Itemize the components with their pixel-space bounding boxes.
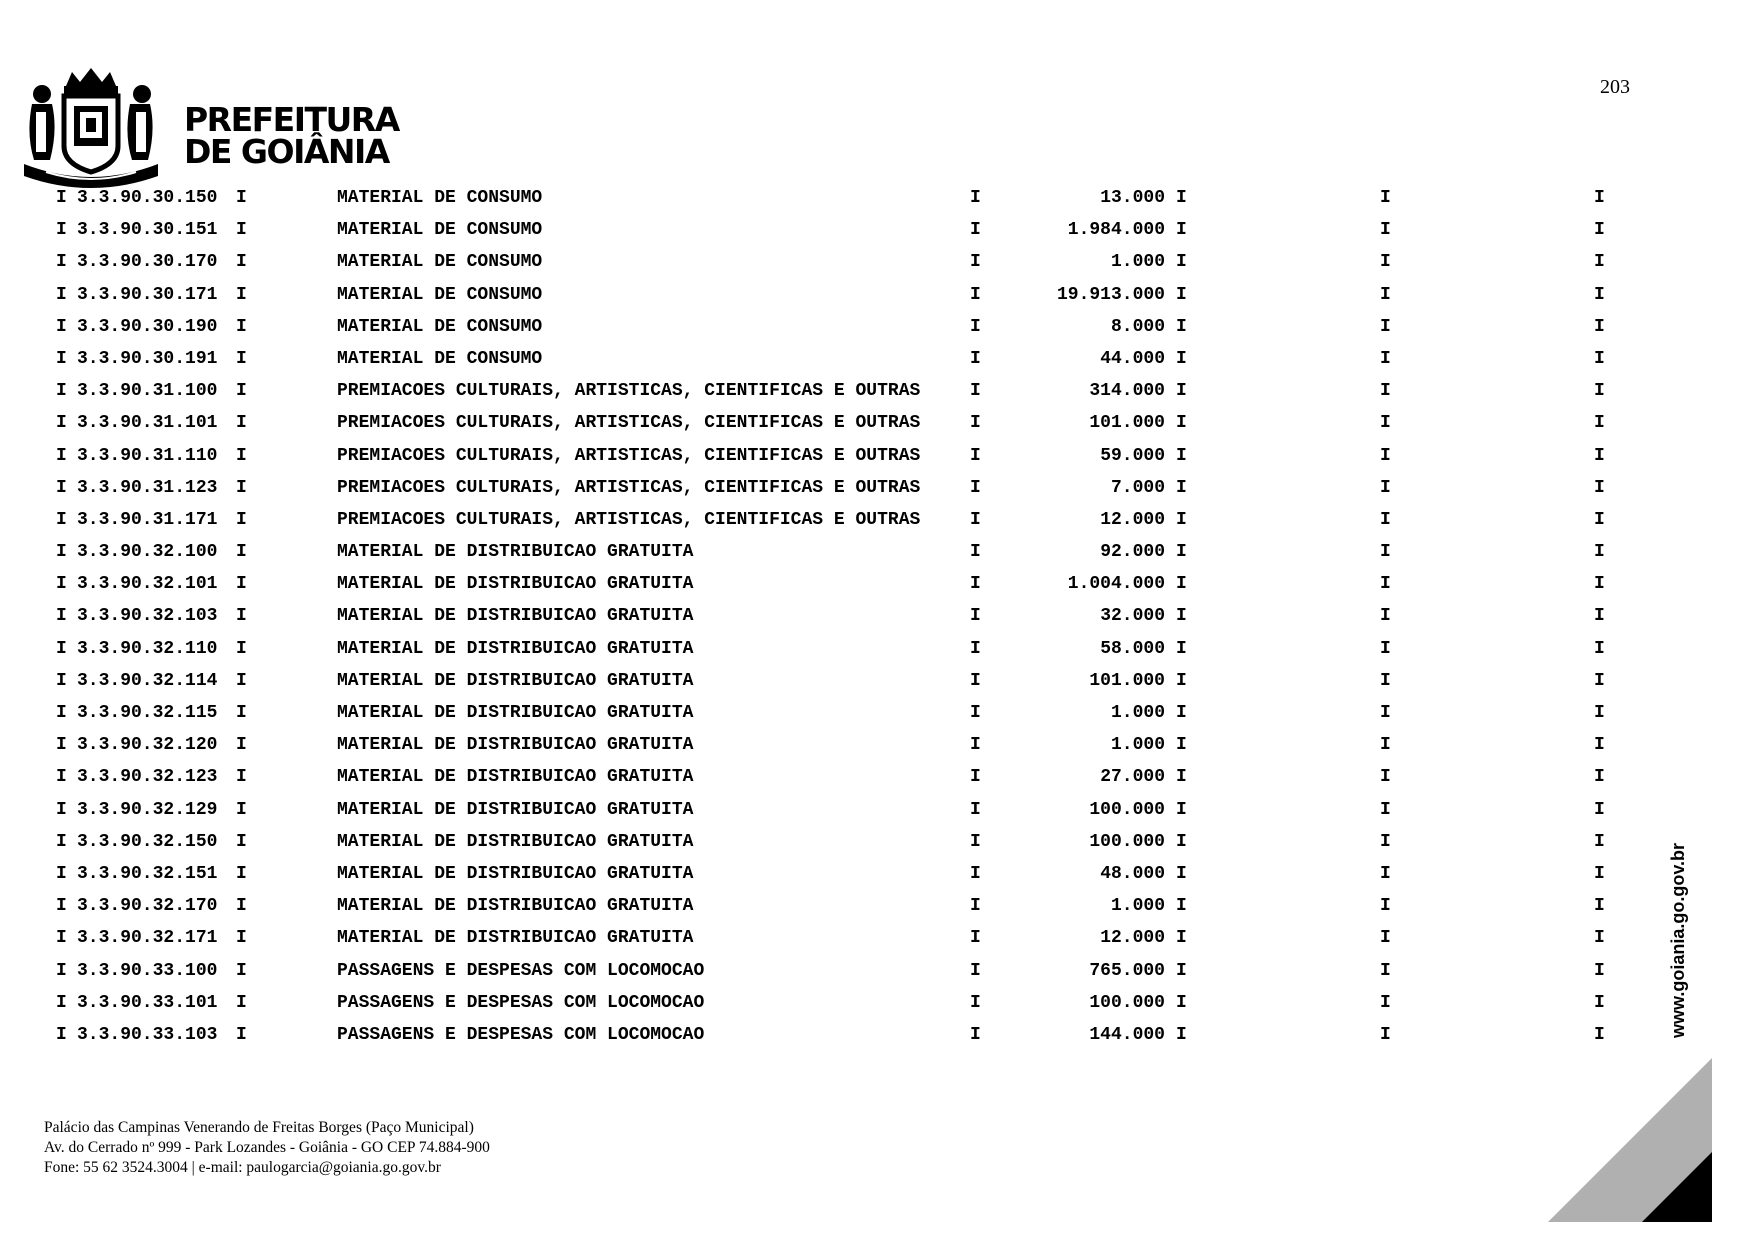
account-code: 3.3.90.30.190 bbox=[77, 316, 218, 337]
row-separator: I bbox=[236, 1024, 247, 1045]
row-separator: I bbox=[1380, 1024, 1391, 1045]
account-code: 3.3.90.31.171 bbox=[77, 509, 218, 530]
row-separator: I bbox=[970, 863, 981, 884]
row-separator: I bbox=[1176, 896, 1187, 917]
row-separator: I bbox=[1594, 1024, 1605, 1045]
row-separator: I bbox=[1176, 928, 1187, 949]
row-separator: I bbox=[1594, 252, 1605, 273]
expense-description: MATERIAL DE CONSUMO bbox=[337, 188, 543, 208]
table-row bbox=[0, 439, 1754, 471]
row-separator: I bbox=[1380, 928, 1391, 949]
row-separator: I bbox=[1176, 703, 1187, 723]
expense-description: PASSAGENS E DESPESAS COM LOCOMOCAO bbox=[337, 992, 705, 1013]
budget-amount: 44.000 bbox=[1100, 348, 1165, 369]
row-separator: I bbox=[1176, 220, 1187, 241]
budget-amount: 144.000 bbox=[1089, 1024, 1165, 1045]
table-row bbox=[0, 535, 1754, 567]
row-separator: I bbox=[236, 477, 247, 498]
row-separator: I bbox=[236, 831, 247, 852]
row-separator: I bbox=[1176, 638, 1187, 659]
row-separator: I bbox=[1594, 381, 1605, 402]
row-separator: I bbox=[970, 284, 981, 305]
budget-amount: 32.000 bbox=[1100, 606, 1165, 627]
row-separator: I bbox=[236, 413, 247, 434]
account-code: 3.3.90.32.110 bbox=[77, 638, 218, 659]
row-separator: I bbox=[1380, 735, 1391, 756]
table-row bbox=[0, 632, 1754, 664]
footer-address-line-1: Palácio das Campinas Venerando de Freitas Borges (Paço Municipal) bbox=[44, 1119, 474, 1136]
table-row bbox=[0, 342, 1754, 374]
row-separator: I bbox=[56, 831, 67, 852]
row-separator: I bbox=[1594, 863, 1605, 884]
row-separator: I bbox=[1594, 509, 1605, 530]
row-separator: I bbox=[970, 413, 981, 434]
row-separator: I bbox=[236, 348, 247, 369]
budget-amount: 92.000 bbox=[1100, 542, 1165, 563]
account-code: 3.3.90.32.123 bbox=[77, 767, 218, 788]
row-separator: I bbox=[1176, 799, 1187, 820]
row-separator: I bbox=[236, 284, 247, 305]
row-separator: I bbox=[1176, 606, 1187, 627]
row-separator: I bbox=[970, 670, 981, 691]
row-separator: I bbox=[236, 574, 247, 595]
budget-amount: 27.000 bbox=[1100, 767, 1165, 788]
row-separator: I bbox=[56, 445, 67, 466]
table-row bbox=[0, 760, 1754, 792]
row-separator: I bbox=[1176, 542, 1187, 563]
row-separator: I bbox=[1380, 284, 1391, 305]
expense-description: MATERIAL DE DISTRIBUICAO GRATUITA bbox=[337, 831, 694, 852]
account-code: 3.3.90.32.171 bbox=[77, 928, 218, 949]
row-separator: I bbox=[970, 252, 981, 273]
row-separator: I bbox=[1176, 348, 1187, 369]
row-separator: I bbox=[236, 735, 247, 756]
account-code: 3.3.90.32.120 bbox=[77, 735, 218, 756]
table-row bbox=[0, 728, 1754, 760]
table-row bbox=[0, 921, 1754, 953]
row-separator: I bbox=[236, 863, 247, 884]
row-separator: I bbox=[56, 960, 67, 981]
account-code: 3.3.90.32.170 bbox=[77, 896, 218, 917]
expense-description: PREMIACOES CULTURAIS, ARTISTICAS, CIENTIFICAS E OUTRAS bbox=[337, 445, 921, 466]
row-separator: I bbox=[970, 703, 981, 723]
row-separator: I bbox=[1176, 445, 1187, 466]
expense-description: MATERIAL DE CONSUMO bbox=[337, 220, 543, 241]
row-separator: I bbox=[1176, 413, 1187, 434]
table-row bbox=[0, 278, 1754, 310]
prefeitura-logo-wordmark bbox=[184, 100, 399, 171]
row-separator: I bbox=[1594, 542, 1605, 563]
account-code: 3.3.90.31.110 bbox=[77, 445, 218, 466]
account-code: 3.3.90.31.100 bbox=[77, 381, 218, 402]
row-separator: I bbox=[1380, 348, 1391, 369]
budget-amount: 101.000 bbox=[1089, 670, 1165, 691]
row-separator: I bbox=[1594, 284, 1605, 305]
row-separator: I bbox=[1594, 992, 1605, 1013]
row-separator: I bbox=[1594, 735, 1605, 756]
row-separator: I bbox=[1594, 638, 1605, 659]
row-separator: I bbox=[236, 509, 247, 530]
row-separator: I bbox=[56, 574, 67, 595]
expense-description: PREMIACOES CULTURAIS, ARTISTICAS, CIENTIFICAS E OUTRAS bbox=[337, 381, 921, 402]
row-separator: I bbox=[56, 638, 67, 659]
row-separator: I bbox=[1594, 703, 1605, 723]
expense-description: MATERIAL DE CONSUMO bbox=[337, 316, 543, 337]
account-code: 3.3.90.30.170 bbox=[77, 252, 218, 273]
row-separator: I bbox=[1176, 477, 1187, 498]
account-code: 3.3.90.33.100 bbox=[77, 960, 218, 981]
row-separator: I bbox=[1176, 284, 1187, 305]
budget-amount: 101.000 bbox=[1089, 413, 1165, 434]
row-separator: I bbox=[236, 606, 247, 627]
row-separator: I bbox=[1594, 316, 1605, 337]
website-url-vertical: www.goiania.go.gov.br bbox=[1668, 842, 1688, 1038]
row-separator: I bbox=[1380, 703, 1391, 723]
row-separator: I bbox=[970, 896, 981, 917]
expense-description: PREMIACOES CULTURAIS, ARTISTICAS, CIENTIFICAS E OUTRAS bbox=[337, 509, 921, 530]
row-separator: I bbox=[1594, 188, 1605, 208]
row-separator: I bbox=[236, 638, 247, 659]
budget-amount: 100.000 bbox=[1089, 799, 1165, 820]
row-separator: I bbox=[1380, 606, 1391, 627]
page-footer bbox=[44, 1118, 490, 1178]
row-separator: I bbox=[970, 735, 981, 756]
row-separator: I bbox=[1380, 413, 1391, 434]
row-separator: I bbox=[1594, 606, 1605, 627]
budget-amount: 1.000 bbox=[1110, 703, 1165, 723]
row-separator: I bbox=[56, 348, 67, 369]
row-separator: I bbox=[236, 381, 247, 402]
row-separator: I bbox=[1380, 638, 1391, 659]
expense-description: PREMIACOES CULTURAIS, ARTISTICAS, CIENTIFICAS E OUTRAS bbox=[337, 477, 921, 498]
row-separator: I bbox=[1594, 767, 1605, 788]
account-code: 3.3.90.32.101 bbox=[77, 574, 218, 595]
account-code: 3.3.90.32.100 bbox=[77, 542, 218, 563]
row-separator: I bbox=[970, 381, 981, 402]
table-row bbox=[0, 245, 1754, 277]
row-separator: I bbox=[970, 445, 981, 466]
row-separator: I bbox=[56, 542, 67, 563]
budget-amount: 100.000 bbox=[1089, 831, 1165, 852]
account-code: 3.3.90.33.101 bbox=[77, 992, 218, 1013]
row-separator: I bbox=[1380, 477, 1391, 498]
corner-decoration-icon bbox=[1548, 1058, 1712, 1222]
row-separator: I bbox=[1594, 574, 1605, 595]
row-separator: I bbox=[236, 670, 247, 691]
row-separator: I bbox=[56, 896, 67, 917]
row-separator: I bbox=[56, 413, 67, 434]
budget-ledger-table bbox=[0, 181, 1754, 1050]
table-row bbox=[0, 503, 1754, 535]
row-separator: I bbox=[236, 220, 247, 241]
row-separator: I bbox=[1380, 799, 1391, 820]
expense-description: MATERIAL DE DISTRIBUICAO GRATUITA bbox=[337, 799, 694, 820]
row-separator: I bbox=[1594, 220, 1605, 241]
budget-amount: 1.000 bbox=[1110, 735, 1165, 756]
expense-description: MATERIAL DE DISTRIBUICAO GRATUITA bbox=[337, 735, 694, 756]
row-separator: I bbox=[1594, 896, 1605, 917]
row-separator: I bbox=[1176, 316, 1187, 337]
row-separator: I bbox=[56, 767, 67, 788]
table-row bbox=[0, 696, 1754, 728]
expense-description: MATERIAL DE DISTRIBUICAO GRATUITA bbox=[337, 703, 694, 723]
row-separator: I bbox=[1176, 735, 1187, 756]
account-code: 3.3.90.33.103 bbox=[77, 1024, 218, 1045]
row-separator: I bbox=[1380, 831, 1391, 852]
coat-of-arms-icon bbox=[16, 64, 166, 190]
row-separator: I bbox=[1380, 767, 1391, 788]
row-separator: I bbox=[1380, 670, 1391, 691]
table-row bbox=[0, 857, 1754, 889]
row-separator: I bbox=[1380, 381, 1391, 402]
row-separator: I bbox=[1594, 831, 1605, 852]
footer-contact-line: Fone: 55 62 3524.3004 | e-mail: paulogarcia@goiania.go.gov.br bbox=[44, 1159, 441, 1176]
account-code: 3.3.90.32.129 bbox=[77, 799, 218, 820]
row-separator: I bbox=[970, 767, 981, 788]
expense-description: MATERIAL DE DISTRIBUICAO GRATUITA bbox=[337, 606, 694, 627]
row-separator: I bbox=[236, 542, 247, 563]
expense-description: MATERIAL DE DISTRIBUICAO GRATUITA bbox=[337, 928, 694, 949]
budget-amount: 1.984.000 bbox=[1067, 220, 1165, 241]
row-separator: I bbox=[56, 477, 67, 498]
expense-description: MATERIAL DE CONSUMO bbox=[337, 284, 543, 305]
row-separator: I bbox=[56, 799, 67, 820]
table-row bbox=[0, 471, 1754, 503]
row-separator: I bbox=[236, 896, 247, 917]
budget-amount: 12.000 bbox=[1100, 509, 1165, 530]
table-row bbox=[0, 310, 1754, 342]
row-separator: I bbox=[1380, 960, 1391, 981]
row-separator: I bbox=[56, 381, 67, 402]
table-row bbox=[0, 889, 1754, 921]
expense-description: PASSAGENS E DESPESAS COM LOCOMOCAO bbox=[337, 960, 705, 981]
row-separator: I bbox=[1380, 220, 1391, 241]
logo-line-2: DE GOIÂNIA bbox=[184, 132, 389, 171]
row-separator: I bbox=[1176, 381, 1187, 402]
row-separator: I bbox=[1176, 509, 1187, 530]
row-separator: I bbox=[56, 863, 67, 884]
row-separator: I bbox=[970, 638, 981, 659]
row-separator: I bbox=[970, 1024, 981, 1045]
row-separator: I bbox=[1176, 252, 1187, 273]
row-separator: I bbox=[1176, 831, 1187, 852]
row-separator: I bbox=[1594, 960, 1605, 981]
row-separator: I bbox=[970, 316, 981, 337]
row-separator: I bbox=[1380, 542, 1391, 563]
row-separator: I bbox=[1380, 509, 1391, 530]
row-separator: I bbox=[56, 188, 67, 208]
expense-description: MATERIAL DE DISTRIBUICAO GRATUITA bbox=[337, 767, 694, 788]
row-separator: I bbox=[1380, 252, 1391, 273]
account-code: 3.3.90.32.151 bbox=[77, 863, 218, 884]
row-separator: I bbox=[1176, 960, 1187, 981]
row-separator: I bbox=[236, 252, 247, 273]
row-separator: I bbox=[1380, 188, 1391, 208]
table-row bbox=[0, 664, 1754, 696]
budget-amount: 19.913.000 bbox=[1056, 284, 1165, 305]
budget-amount: 13.000 bbox=[1100, 188, 1165, 208]
row-separator: I bbox=[56, 284, 67, 305]
row-separator: I bbox=[56, 606, 67, 627]
account-code: 3.3.90.32.115 bbox=[77, 703, 218, 723]
expense-description: MATERIAL DE DISTRIBUICAO GRATUITA bbox=[337, 670, 694, 691]
row-separator: I bbox=[1176, 574, 1187, 595]
expense-description: MATERIAL DE CONSUMO bbox=[337, 348, 543, 369]
row-separator: I bbox=[970, 509, 981, 530]
budget-amount: 48.000 bbox=[1100, 863, 1165, 884]
budget-amount: 314.000 bbox=[1089, 381, 1165, 402]
budget-amount: 1.004.000 bbox=[1067, 574, 1165, 595]
row-separator: I bbox=[1594, 413, 1605, 434]
row-separator: I bbox=[1176, 863, 1187, 884]
expense-description: MATERIAL DE DISTRIBUICAO GRATUITA bbox=[337, 638, 694, 659]
page-number: 203 bbox=[1600, 76, 1630, 98]
row-separator: I bbox=[970, 799, 981, 820]
table-row bbox=[0, 1018, 1754, 1050]
expense-description: MATERIAL DE DISTRIBUICAO GRATUITA bbox=[337, 574, 694, 595]
table-row bbox=[0, 825, 1754, 857]
row-separator: I bbox=[1380, 992, 1391, 1013]
account-code: 3.3.90.32.150 bbox=[77, 831, 218, 852]
row-separator: I bbox=[56, 220, 67, 241]
expense-description: MATERIAL DE DISTRIBUICAO GRATUITA bbox=[337, 542, 694, 563]
row-separator: I bbox=[236, 316, 247, 337]
row-separator: I bbox=[236, 928, 247, 949]
row-separator: I bbox=[1594, 928, 1605, 949]
row-separator: I bbox=[970, 928, 981, 949]
account-code: 3.3.90.30.150 bbox=[77, 188, 218, 208]
row-separator: I bbox=[236, 799, 247, 820]
logo-line-1: PREFEITURA bbox=[184, 100, 399, 139]
row-separator: I bbox=[1594, 348, 1605, 369]
row-separator: I bbox=[970, 606, 981, 627]
budget-amount: 7.000 bbox=[1110, 477, 1165, 498]
account-code: 3.3.90.30.151 bbox=[77, 220, 218, 241]
row-separator: I bbox=[236, 445, 247, 466]
expense-description: MATERIAL DE DISTRIBUICAO GRATUITA bbox=[337, 896, 694, 917]
budget-amount: 1.000 bbox=[1110, 252, 1165, 273]
row-separator: I bbox=[56, 992, 67, 1013]
account-code: 3.3.90.32.114 bbox=[77, 670, 218, 691]
row-separator: I bbox=[1380, 863, 1391, 884]
row-separator: I bbox=[56, 928, 67, 949]
row-separator: I bbox=[970, 992, 981, 1013]
row-separator: I bbox=[236, 703, 247, 723]
row-separator: I bbox=[1380, 445, 1391, 466]
row-separator: I bbox=[1176, 670, 1187, 691]
expense-description: PASSAGENS E DESPESAS COM LOCOMOCAO bbox=[337, 1024, 705, 1045]
budget-amount: 1.000 bbox=[1110, 896, 1165, 917]
row-separator: I bbox=[970, 348, 981, 369]
row-separator: I bbox=[56, 703, 67, 723]
row-separator: I bbox=[1176, 767, 1187, 788]
budget-amount: 100.000 bbox=[1089, 992, 1165, 1013]
row-separator: I bbox=[1594, 799, 1605, 820]
budget-amount: 8.000 bbox=[1110, 316, 1165, 337]
row-separator: I bbox=[1176, 992, 1187, 1013]
table-row bbox=[0, 213, 1754, 245]
row-separator: I bbox=[236, 188, 247, 208]
budget-amount: 59.000 bbox=[1100, 445, 1165, 466]
account-code: 3.3.90.31.101 bbox=[77, 413, 218, 434]
row-separator: I bbox=[1594, 445, 1605, 466]
row-separator: I bbox=[1380, 574, 1391, 595]
expense-description: MATERIAL DE CONSUMO bbox=[337, 252, 543, 273]
expense-description: MATERIAL DE DISTRIBUICAO GRATUITA bbox=[337, 863, 694, 884]
table-row bbox=[0, 599, 1754, 631]
row-separator: I bbox=[56, 735, 67, 756]
row-separator: I bbox=[56, 509, 67, 530]
budget-amount: 765.000 bbox=[1089, 960, 1165, 981]
row-separator: I bbox=[970, 831, 981, 852]
table-row bbox=[0, 793, 1754, 825]
table-row bbox=[0, 567, 1754, 599]
row-separator: I bbox=[56, 1024, 67, 1045]
row-separator: I bbox=[970, 188, 981, 208]
row-separator: I bbox=[1594, 477, 1605, 498]
row-separator: I bbox=[236, 960, 247, 981]
account-code: 3.3.90.30.171 bbox=[77, 284, 218, 305]
row-separator: I bbox=[1176, 1024, 1187, 1045]
row-separator: I bbox=[970, 542, 981, 563]
row-separator: I bbox=[236, 767, 247, 788]
row-separator: I bbox=[1380, 316, 1391, 337]
table-row bbox=[0, 406, 1754, 438]
row-separator: I bbox=[970, 220, 981, 241]
account-code: 3.3.90.32.103 bbox=[77, 606, 218, 627]
table-row bbox=[0, 181, 1754, 213]
budget-amount: 12.000 bbox=[1100, 928, 1165, 949]
footer-address-line-2: Av. do Cerrado nº 999 - Park Lozandes - Goiânia - GO CEP 74.884-900 bbox=[44, 1139, 490, 1156]
row-separator: I bbox=[56, 252, 67, 273]
expense-description: PREMIACOES CULTURAIS, ARTISTICAS, CIENTIFICAS E OUTRAS bbox=[337, 413, 921, 434]
budget-amount: 58.000 bbox=[1100, 638, 1165, 659]
table-row bbox=[0, 954, 1754, 986]
row-separator: I bbox=[56, 670, 67, 691]
row-separator: I bbox=[970, 960, 981, 981]
table-row bbox=[0, 374, 1754, 406]
account-code: 3.3.90.30.191 bbox=[77, 348, 218, 369]
row-separator: I bbox=[236, 992, 247, 1013]
row-separator: I bbox=[970, 574, 981, 595]
row-separator: I bbox=[56, 316, 67, 337]
table-row bbox=[0, 986, 1754, 1018]
account-code: 3.3.90.31.123 bbox=[77, 477, 218, 498]
row-separator: I bbox=[1176, 188, 1187, 208]
row-separator: I bbox=[1594, 670, 1605, 691]
row-separator: I bbox=[1380, 896, 1391, 917]
row-separator: I bbox=[970, 477, 981, 498]
